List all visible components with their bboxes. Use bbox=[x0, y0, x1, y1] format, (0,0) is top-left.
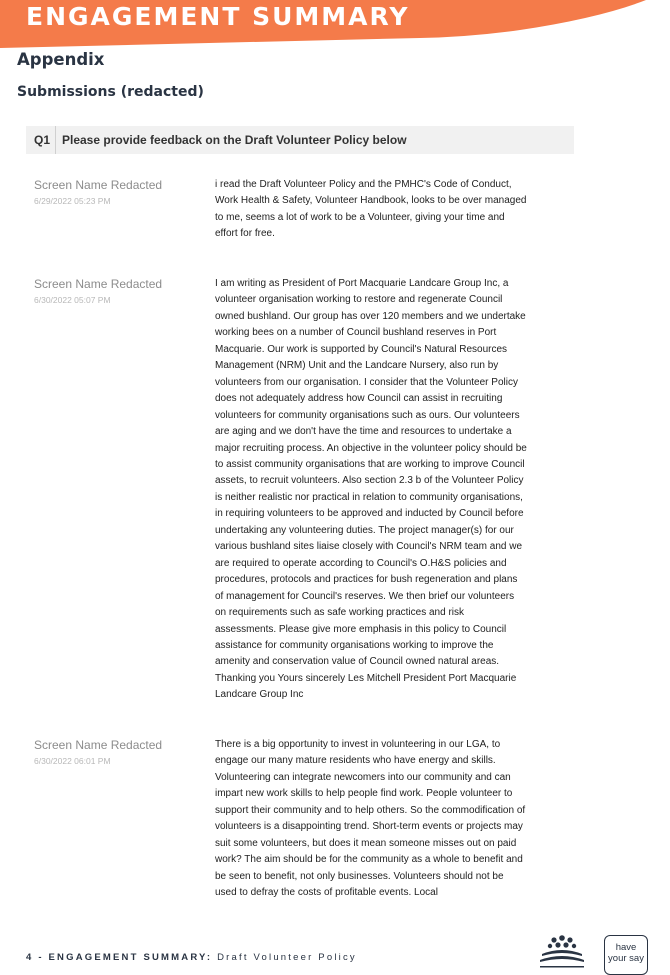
submission-date: 6/30/2022 06:01 PM bbox=[34, 756, 111, 766]
footer-doc-title: Draft Volunteer Policy bbox=[217, 952, 357, 963]
footer-page-label: 4 - ENGAGEMENT SUMMARY: bbox=[26, 952, 213, 963]
banner-title: ENGAGEMENT SUMMARY bbox=[26, 2, 410, 31]
section-heading: Appendix bbox=[17, 50, 105, 69]
submission-date: 6/30/2022 05:07 PM bbox=[34, 295, 111, 305]
logo-line-2: your say bbox=[608, 953, 644, 964]
section-subtitle: Submissions (redacted) bbox=[17, 84, 204, 100]
question-number: Q1 bbox=[26, 126, 56, 154]
submission-date: 6/29/2022 05:23 PM bbox=[34, 196, 111, 206]
submission-name: Screen Name Redacted bbox=[34, 178, 163, 192]
submission-text: i read the Draft Volunteer Policy and the PMHC's Code of Conduct, Work Health & Safety, Volunteer Handbook, looks to be over managed to me, seems a lot of work to be a Volunteer, giving your time and effort for free. bbox=[215, 179, 527, 240]
council-logo-icon bbox=[534, 934, 590, 970]
question-bar bbox=[26, 126, 574, 154]
submission-text: I am writing as President of Port Macquarie Landcare Group Inc, a volunteer organisation working to restore and regenerate Council owned bushland. Our group has over 120 members and we undertake working bees on a number of Council bushland reserves in Port Macquarie. Our work is supported by Council's Natural Resources Management (NRM) Unit and the Landcare Nursery, also run by volunteers from our organisation. I consider that the Volunteer Policy does not adequately address how Council can assist in recruiting volunteers for community organisations such as ours. Our volunteers are aging and we don't have the time and resources to undertake a major recruiting process. An objective in the volunteer policy should be to assist community organisations that are working to improve Council assets, to recruit volunteers. Also section 2.3 b of the Volunteer Policy is neither realistic nor practical in relation to community organisations, in requiring volunteers to be approved and inducted by Council before undertaking any volunteering duties. The project manager(s) for our various bushland sites liaise closely with Council's NRM team and we are required to operate according to Council's O.H&S policies and procedures, protocols and practices for bush regeneration and plans of management for Council's reserves. We then brief our volunteers on requirements such as safe working practices and risk assessments. Please give more emphasis in this policy to Council assistance for community organisations working to improve the amenity and conservation value of Council owned natural areas. Thanking you Yours sincerely Les Mitchell President Port Macquarie Landcare Group Inc bbox=[215, 278, 527, 701]
submission-text-clip bbox=[215, 737, 535, 898]
submission-name: Screen Name Redacted bbox=[34, 738, 163, 752]
submission-name: Screen Name Redacted bbox=[34, 277, 163, 291]
submission-text: There is a big opportunity to invest in volunteering in our LGA, to engage our many mature residents who have energy and skills. Volunteering can integrate newcomers into our community and can impart new work skills to help people find work. People volunteer to support their community and to help others. So the commodification of volunteers is a disappointing trend. Short-term events or projects may suit some volunteers, but does it mean someone misses out on paid work? The aim should be for the community as a whole to benefit and be seen to benefit, not only businesses. Volunteers should not be used to defray the costs of profitable events. Local bbox=[215, 739, 526, 898]
question-text: Please provide feedback on the Draft Volunteer Policy below bbox=[62, 133, 407, 147]
have-your-say-logo bbox=[604, 935, 648, 975]
logo-line-1: have bbox=[615, 942, 637, 953]
page-footer bbox=[26, 952, 357, 963]
